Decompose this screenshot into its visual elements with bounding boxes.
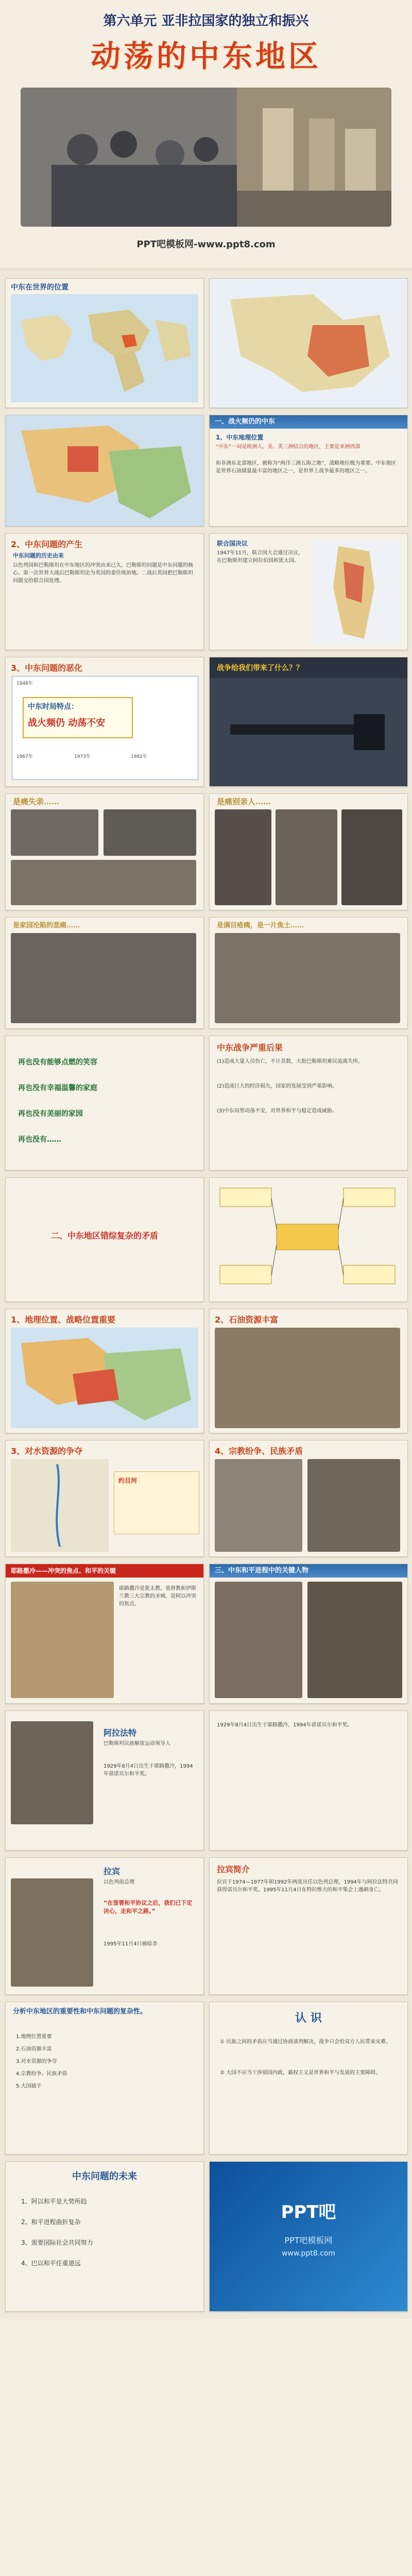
slide-rabin — [5, 1857, 204, 1995]
photo-3 — [11, 860, 196, 905]
person-name: 阿拉法特 — [104, 1728, 137, 1738]
point-1: ① 民族之间的矛盾应当通过协商谈判解决，战争只会给双方人民带来灾难。 — [220, 2039, 391, 2045]
slide-consequences — [209, 1036, 408, 1171]
bio-text: 1929年8月4日出生于耶路撒冷，1994年获诺贝尔和平奖。 — [217, 1722, 353, 1728]
partition-map-image — [313, 541, 400, 644]
line-2: 再也没有幸福温馨的家庭 — [18, 1084, 97, 1092]
item-2: 2.石油资源丰富 — [16, 2046, 52, 2052]
slide-ruins — [209, 917, 408, 1029]
slide-caption: 是痛失亲…… — [13, 797, 60, 806]
point-2: ② 大国不应当干涉别国内政，霸权主义是世界和平与发展的主要障碍。 — [220, 2070, 381, 2076]
year-1982: 1982年 — [131, 754, 147, 759]
person-quote: “在签署和平协议之后，我们已下定决心，走和平之路。” — [104, 1900, 193, 1914]
paragraph-2: 和非洲东北部地区，被称为“两洋三洲五海之地”，战略地位极为重要。中东地区是世界石油储量最丰富的地区之一，是世界上战争最多的地区之一。 — [216, 461, 397, 474]
slide-title: 2、中东问题的产生 — [11, 539, 83, 549]
slide-caption: 是家园沦陷的悲痛…… — [13, 922, 80, 929]
photo-2 — [104, 809, 196, 856]
slide-caption: 中东问题的历史由来 — [13, 552, 64, 559]
religion-photo-2 — [307, 1459, 400, 1552]
feature-title: 中东时局特点： — [28, 703, 78, 711]
item-3: 3、需要国际社会共同努力 — [21, 2239, 93, 2246]
photo-1 — [11, 809, 98, 856]
item-4: 4、巴以和平任重道远 — [21, 2260, 81, 2267]
slide-paragraph: 以色列国和巴勒斯坦在中东地区的冲突由来已久，巴勒斯坦问题是中东问题的核心。第一次世界大战后巴勒斯坦沦为英国的委任统治地。二战后英国把巴勒斯坦问题交给联合国处理。 — [13, 563, 193, 584]
river-map-image — [11, 1459, 109, 1552]
slide-caption: 是痛别亲人…… — [217, 797, 271, 806]
slide-title: 3、中东问题的恶化 — [11, 663, 83, 673]
photo-ruins — [215, 933, 400, 1023]
feature-box — [23, 697, 133, 738]
slide-war-map — [5, 415, 204, 527]
item-2: 2、和平进程曲折复杂 — [21, 2218, 81, 2226]
people-photo-1 — [215, 1582, 302, 1698]
slide-diagram — [209, 1177, 408, 1302]
person-name: 拉宾 — [104, 1867, 121, 1876]
year-1967: 1967年 — [16, 754, 33, 759]
slide-arafat — [5, 1710, 204, 1851]
person-date: 1995年11月4日被暗杀 — [104, 1941, 158, 1947]
slide-title: 认 识 — [295, 2012, 322, 2025]
slide-farewell — [209, 793, 408, 910]
photo-1 — [215, 809, 271, 905]
slide-title: 1、地理位置、战略位置重要 — [11, 1315, 116, 1325]
photo-soldiers — [11, 933, 196, 1023]
main-title: 动荡的中东地区 — [90, 39, 321, 74]
slide-religion — [209, 1440, 408, 1557]
slide-title: 2、石油资源丰富 — [215, 1315, 279, 1325]
conflict-diagram — [210, 1178, 407, 1301]
slide-oil — [209, 1309, 408, 1433]
slide-gun — [209, 657, 408, 787]
year-1973: 1973年 — [74, 754, 91, 759]
photo-2 — [276, 809, 337, 905]
slide-knowledge — [209, 2002, 408, 2155]
point-2: (2)造成巨大的经济损失，国家的发展受到严重影响。 — [217, 1083, 338, 1089]
slide-title: 中东在世界的位置 — [11, 283, 68, 292]
ad-line-2: www.ppt8.com — [281, 2249, 336, 2258]
slide-complex — [5, 1177, 204, 1302]
slide-war-frequent — [209, 415, 408, 527]
regional-map-image — [6, 415, 203, 526]
soldier-gun-image — [210, 678, 407, 786]
person-role: 巴勒斯坦民族解放运动领导人 — [104, 1741, 170, 1747]
slide-title: 三、中东和平进程中的关键人物 — [210, 1564, 407, 1578]
slide-title: 4、宗教纷争、民族矛盾 — [215, 1446, 303, 1456]
slide-geo — [5, 1309, 204, 1433]
slide-jerusalem — [5, 1564, 204, 1704]
slide-worsen — [5, 657, 204, 787]
item-5: 5.大国插手 — [16, 2083, 42, 2089]
slide-world-map — [5, 278, 204, 408]
section-banner: 一、战火频仍的中东 — [210, 415, 407, 429]
person-role: 以色列前总理 — [104, 1879, 134, 1885]
slide-arafat-text — [209, 1710, 408, 1851]
person-bio: 1929年8月4日出生于耶路撒冷，1994年获诺贝尔和平奖。 — [104, 1764, 193, 1777]
world-map-image — [11, 294, 198, 402]
slide-un-resolution — [209, 533, 408, 650]
crowd-photo — [21, 88, 391, 227]
water-note: 约旦河 — [118, 1477, 138, 1484]
slide-title: 中东问题的未来 — [72, 2171, 137, 2182]
slide-key-people — [209, 1564, 408, 1704]
ad-line-1: PPT吧模板网 — [284, 2235, 333, 2245]
middle-east-map-image — [210, 279, 407, 408]
line-4: 再也没有…… — [18, 1136, 61, 1144]
bio-text: 拉宾于1974—1977年和1992年两度出任以色列总理，1994年与阿拉法特共同获得诺贝尔和平奖。1995年11月4日在特拉维夫的和平集会上遇刺身亡。 — [217, 1879, 398, 1893]
slide-analysis — [5, 2002, 204, 2155]
religion-photo-1 — [215, 1459, 302, 1552]
photo-3 — [341, 809, 402, 905]
line-1: 再也没有能够点燃的笑容 — [18, 1058, 97, 1066]
slide-title: 中东战争严重后果 — [217, 1043, 283, 1053]
arafat-photo — [11, 1721, 93, 1824]
point-3: (3)中东局势动荡不安，对世界和平与稳定造成威胁。 — [217, 1108, 338, 1114]
paragraph-1: “中东”一词是欧洲人、美、英三洲结合的地区，主要是亚洲西部 — [216, 444, 360, 450]
crowd-illustration — [21, 88, 391, 227]
rabin-photo — [11, 1878, 93, 1987]
slide-rabin-bio — [209, 1857, 408, 1995]
slide-middle-east-map — [209, 278, 408, 408]
timeline-box — [12, 676, 198, 780]
slide-paragraph: 1947年11月，联合国大会通过决议，在巴勒斯坦建立阿拉伯国和犹太国。 — [217, 550, 304, 564]
item-3: 3.对水资源的争夺 — [16, 2059, 57, 2064]
footer-watermark: PPT吧模板网-www.ppt8.com — [136, 239, 276, 250]
line-3: 再也没有美丽的家园 — [18, 1110, 83, 1118]
ad-logo: PPT吧 — [281, 2202, 336, 2223]
item-1: 1、阿以和平是大势所趋 — [21, 2198, 87, 2205]
slide-title: 3、对水资源的争夺 — [11, 1446, 83, 1456]
item-4: 4.宗教纷争、民族矛盾 — [16, 2071, 67, 2077]
slide-never — [5, 1036, 204, 1171]
year-1948: 1948年 — [16, 681, 33, 686]
slide-title: 战争给我们带来了什么？？ — [217, 664, 303, 672]
slide-title: 分析中东地区的重要性和中东问题的复杂性。 — [13, 2008, 147, 2015]
jerusalem-photo — [11, 1582, 114, 1698]
water-note-box — [114, 1471, 199, 1534]
slide-title: 耶路撒冷——冲突的焦点、和平的关键 — [6, 1564, 204, 1578]
slide-origin — [5, 533, 204, 650]
slide-title: 二、中东地区错综复杂的矛盾 — [50, 1231, 158, 1241]
feature-text: 战火频仍 动荡不安 — [28, 718, 106, 728]
slide-advert — [209, 2161, 408, 2312]
slide-title: 拉宾简介 — [217, 1865, 250, 1874]
slide-caption: 联合国决议 — [217, 540, 248, 547]
slide-homeland — [5, 917, 204, 1029]
title-slide — [0, 0, 412, 271]
slide-loss — [5, 793, 204, 910]
subheading: 1、中东地理位置 — [216, 434, 264, 441]
people-photo-2 — [307, 1582, 402, 1698]
slide-caption: 是满目疮痍，是一片焦土…… — [217, 922, 304, 929]
slide-paragraph: 耶路撒冷是犹太教、基督教和伊斯兰教三大宗教的圣城，是阿以冲突的焦点。 — [119, 1586, 196, 1607]
point-1: (1)造成大量人员伤亡，不计其数，大批巴勒斯坦难民流离失所。 — [217, 1059, 364, 1064]
blank-space — [0, 2318, 412, 2576]
oil-field-photo — [215, 1328, 400, 1428]
slide-water — [5, 1440, 204, 1557]
unit-title: 第六单元 亚非拉国家的独立和振兴 — [103, 13, 309, 29]
geo-map-image — [11, 1328, 198, 1428]
item-1: 1.地理位置重要 — [16, 2034, 52, 2040]
slide-future — [5, 2161, 204, 2312]
